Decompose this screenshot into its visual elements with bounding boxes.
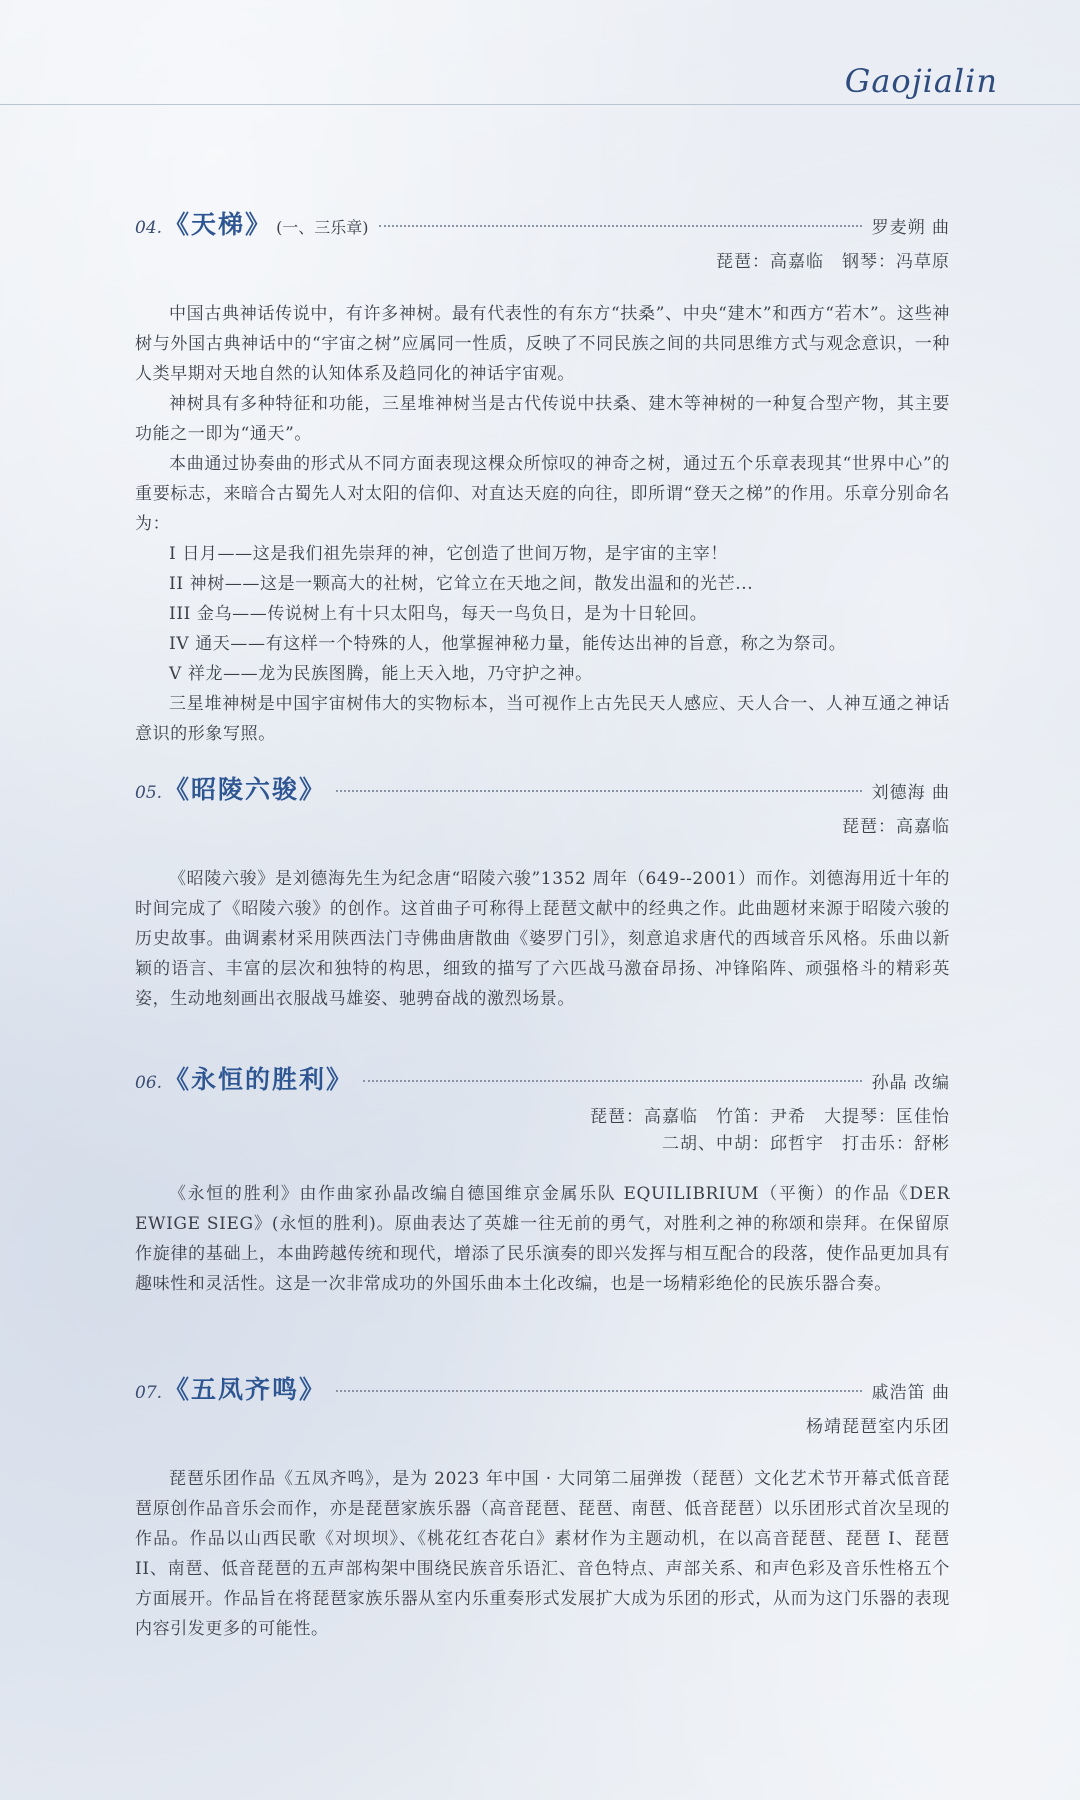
movement-item: IV 通天——有这样一个特殊的人，他掌握神秘力量，能传达出神的旨意，称之为祭司。 bbox=[169, 634, 847, 654]
paragraph: 《昭陵六骏》是刘德海先生为纪念唐“昭陵六骏”1352 周年（649--2001）而作。刘德海用近十年的时间完成了《昭陵六骏》的创作。这首曲子可称得上琵琶文献中的经典之作。此曲题材来源于昭陵六骏的历史故事。曲调素材采用陕西法门寺佛曲唐散曲《婆罗门引》，刻意追求唐代的西域音乐风格。乐曲以新颖的语言、丰富的层次和独特的构思，细致的描写了六匹战马激奋昂扬、冲锋陷阵、顽强格斗的精彩英姿，生动地刻画出衣服战马雄姿、驰骋奋战的激烈场景。 bbox=[135, 869, 950, 1009]
paragraph: 琵琶乐团作品《五凤齐鸣》，是为 2023 年中国 · 大同第二届弹拨（琵琶）文化艺术节开幕式低音琵琶原创作品音乐会而作，亦是琵琶家族乐器（高音琵琶、琵琶、南琶、低音琵琶）以乐团形式首次呈现的作品。作品以山西民歌《对坝坝》、《桃花红杏花白》素材作为主题动机，在以高音琵琶、琵琶 I、琵琶 II、南琶、低音琵琶的五声部构架中围绕民族音乐语汇、音色特点、声部关系、和声色彩及音乐性格五个方面展开。作品旨在将琵琶家族乐器从室内乐重奏形式发展扩大成为乐团的形式，从而为这门乐器的表现内容引发更多的可能性。 bbox=[135, 1469, 950, 1639]
movement-item: III 金乌——传说树上有十只太阳鸟，每天一鸟负日，是为十日轮回。 bbox=[169, 604, 708, 624]
piece-title: 《昭陵六骏》 bbox=[164, 775, 327, 804]
paragraph: 中国古典神话传说中，有许多神树。最有代表性的有东方“扶桑”、中央“建木”和西方“若木”。这些神树与外国古典神话中的“宇宙之树”应属同一性质，反映了不同民族之间的共同思维方式与观念意识，一种人类早期对天地自然的认知体系及趋同化的神话宇宙观。 bbox=[135, 304, 950, 384]
composer: 罗麦朔 曲 bbox=[871, 218, 950, 238]
item-number: 05. bbox=[135, 783, 163, 803]
program-item-05 bbox=[135, 770, 950, 1014]
header-divider bbox=[0, 104, 1080, 105]
program-notes bbox=[135, 1179, 950, 1299]
program-heading bbox=[135, 770, 950, 806]
movement-item: II 神树——这是一颗高大的社树，它耸立在天地之间，散发出温和的光芒... bbox=[169, 574, 754, 594]
leader-dots bbox=[379, 225, 862, 227]
program-heading bbox=[135, 1060, 950, 1096]
composer: 戚浩笛 曲 bbox=[871, 1383, 950, 1403]
program-notes bbox=[135, 864, 950, 1014]
composer: 孙晶 改编 bbox=[871, 1073, 950, 1093]
item-number: 07. bbox=[135, 1383, 163, 1403]
performers: 琵琶：高嘉临 钢琴：冯草原 bbox=[716, 252, 950, 272]
composer: 刘德海 曲 bbox=[871, 783, 950, 803]
paragraph: 本曲通过协奏曲的形式从不同方面表现这棵众所惊叹的神奇之树，通过五个乐章表现其“世界中心”的重要标志，来暗合古蜀先人对太阳的信仰、对直达天庭的向往，即所谓“登天之梯”的作用。乐章分别命名为： bbox=[135, 454, 950, 534]
program-item-06 bbox=[135, 1060, 950, 1299]
piece-title: 《永恒的胜利》 bbox=[164, 1065, 354, 1094]
paragraph: 三星堆神树是中国宇宙树伟大的实物标本，当可视作上古先民天人感应、天人合一、人神互通之神话意识的形象写照。 bbox=[135, 694, 950, 744]
leader-dots bbox=[336, 1390, 862, 1392]
program-notes bbox=[135, 299, 950, 749]
movement-item: I 日月——这是我们祖先崇拜的神，它创造了世间万物，是宇宙的主宰！ bbox=[169, 544, 728, 564]
program-item-04 bbox=[135, 205, 950, 749]
piece-title: 《五凤齐鸣》 bbox=[164, 1375, 327, 1404]
performers: 琵琶：高嘉临 竹笛：尹希 大提琴：匡佳怡 bbox=[590, 1107, 950, 1127]
paragraph: 《永恒的胜利》由作曲家孙晶改编自德国维京金属乐队 EQUILIBRIUM（平衡）的作品《DER EWIGE SIEG》(永恒的胜利)。原曲表达了英雄一往无前的勇气，对胜利之神的称颂和崇拜。在保留原作旋律的基础上，本曲跨越传统和现代，增添了民乐演奏的即兴发挥与相互配合的段落，使作品更加具有趣味性和灵活性。这是一次非常成功的外国乐曲本土化改编，也是一场精彩绝伦的民族乐器合奏。 bbox=[135, 1184, 950, 1294]
leader-dots bbox=[336, 790, 862, 792]
movement-item: V 祥龙——龙为民族图腾，能上天入地，乃守护之神。 bbox=[169, 664, 593, 684]
program-notes bbox=[135, 1464, 950, 1644]
piece-subtitle: (一、三乐章) bbox=[276, 218, 369, 237]
leader-dots bbox=[363, 1080, 862, 1082]
program-item-07 bbox=[135, 1370, 950, 1644]
program-heading bbox=[135, 1370, 950, 1406]
performers: 琵琶：高嘉临 bbox=[842, 817, 950, 837]
piece-title: 《天梯》 bbox=[164, 210, 273, 239]
item-number: 06. bbox=[135, 1073, 163, 1093]
item-number: 04. bbox=[135, 218, 163, 238]
brand-logo: Gaojialin bbox=[844, 62, 998, 100]
performers: 二胡、中胡：邱哲宇 打击乐：舒彬 bbox=[662, 1134, 950, 1154]
program-heading bbox=[135, 205, 950, 241]
paragraph: 神树具有多种特征和功能，三星堆神树当是古代传说中扶桑、建木等神树的一种复合型产物，其主要功能之一即为“通天”。 bbox=[135, 394, 950, 444]
performers: 杨靖琵琶室内乐团 bbox=[806, 1417, 950, 1437]
